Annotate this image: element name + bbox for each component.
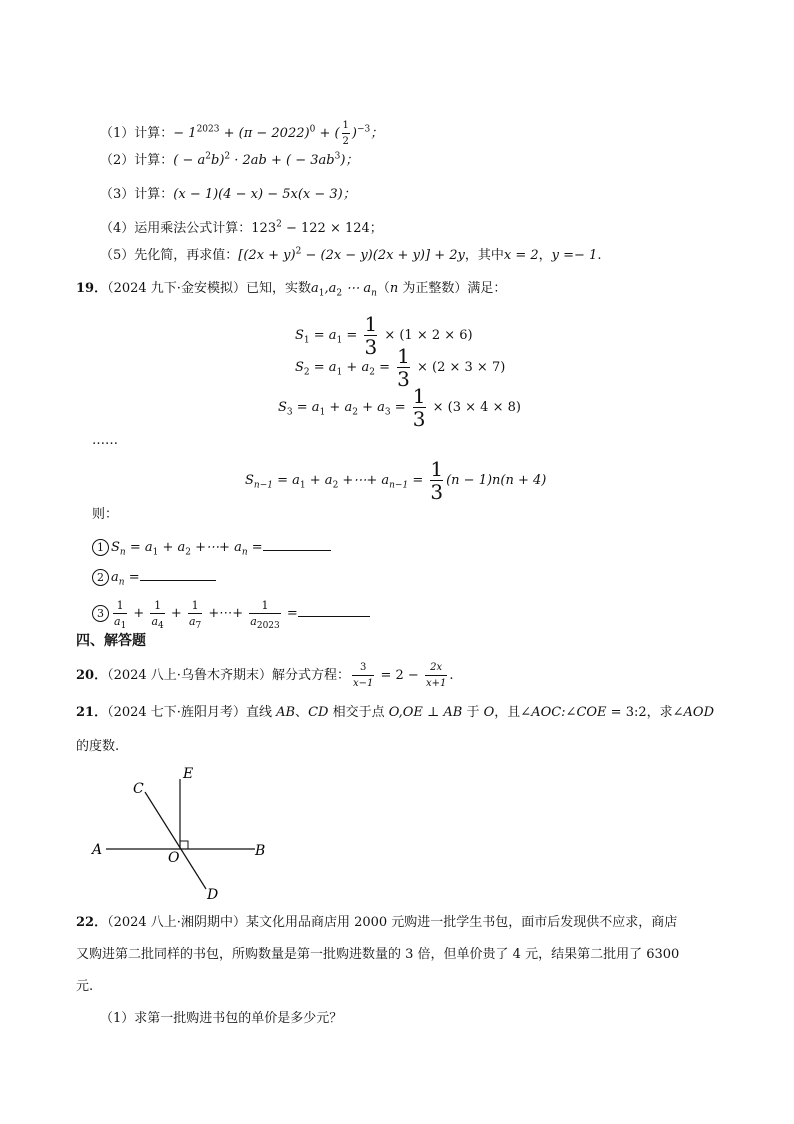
part-label: （4）运用乘法公式计算： bbox=[100, 221, 252, 236]
q19-blank-2: 2 $a_n$ = bbox=[92, 566, 216, 587]
q20-stem: 20．（2024 八上·乌鲁木齐期末）解分式方程： $\frac{3}{x-1}$ = 2 − $\frac{2x}{x+1}$ . bbox=[76, 662, 454, 689]
q18-part-5: （5）先化简，再求值：$[(2x + y)^2 - (2x - y)(2x + y)] + 2y$，其中x = 2，y =− 1. bbox=[100, 246, 602, 263]
question-number: 20． bbox=[76, 668, 108, 683]
math-expression: ( − $a^2b)^2 \cdot 2ab$ + ( − $3ab^3$)； bbox=[173, 151, 359, 168]
question-number: 19． bbox=[76, 281, 108, 296]
math-expression: − $1^{2023} + (\pi - 2022)^0$ + ( $\frac{1}{2}$ )$^{-3}$； bbox=[173, 120, 384, 147]
part-label: （3）计算： bbox=[100, 187, 174, 202]
part-label: （2）计算： bbox=[100, 153, 174, 168]
math-expression: $[(2x + y)^2 - (2x - y)(2x + y)] + 2y$ bbox=[238, 246, 465, 263]
question-source: （2024 九下·金安模拟） bbox=[107, 281, 246, 296]
q19-eq-s1: $S_1 = a_1$ = $\frac{1}{3}$ × (1 × 2 × 6) bbox=[295, 312, 473, 359]
sequence-expression: $a_1,a_2$ ⋯ $a_n$ bbox=[310, 281, 377, 299]
q22-stem-line2: 又购进第二批同样的书包，所购数量是第一批购进数量的 3 倍，但单价贵了 4 元，结果第二批用了 6300 bbox=[76, 947, 680, 962]
label-e: E bbox=[183, 766, 194, 782]
q22-sub-1: （1）求第一批购进书包的单价是多少元？ bbox=[100, 1011, 343, 1026]
label-c: C bbox=[133, 781, 144, 797]
question-source: （2024 七下·旌阳月考） bbox=[107, 705, 246, 720]
right-angle-mark bbox=[180, 841, 188, 849]
question-source: （2024 八上·乌鲁木齐期末） bbox=[107, 668, 272, 683]
question-source: （2024 八上·湘阴期中） bbox=[107, 915, 246, 930]
circle-number: 3 bbox=[92, 605, 109, 622]
q19-eq-s2: $S_2 = a_1 + a_2$ = $\frac{1}{3}$ × (2 × 3 × 7) bbox=[295, 344, 506, 391]
label-d: D bbox=[207, 887, 219, 903]
circle-number: 1 bbox=[92, 539, 109, 556]
label-a: A bbox=[92, 842, 103, 858]
q19-ellipsis: …… bbox=[92, 433, 118, 448]
q19-then: 则： bbox=[92, 507, 119, 522]
q22-stem-line1: 22．（2024 八上·湘阴期中）某文化用品商店用 2000 元购进一批学生书包，面市后发现供不应求，商店 bbox=[76, 915, 678, 930]
q21-stem: 21．（2024 七下·旌阳月考）直线 AB、CD 相交于点 O,OE ⊥ AB 于 O，且∠AOC:∠COE = 3:2，求∠AOD bbox=[76, 705, 715, 720]
line-cd bbox=[145, 792, 206, 889]
q19-blank-3: 3 $\frac{1}{a_1}$ + $\frac{1}{a_4}$ + $\frac{1}{a_7}$ +⋯+ $\frac{1}{a_{2023}}$ = bbox=[92, 597, 370, 631]
question-number: 21． bbox=[76, 705, 108, 720]
q19-blank-1: 1 $S_n = a_1 + a_2$ +⋯+ $a_n$ = bbox=[92, 536, 331, 557]
q19-eq-sn-1: $S_{n-1} = a_1 + a_2$ +⋯+ $a_{n-1}$ = $\frac{1}{3}$ (n − 1)n(n + 4) bbox=[245, 457, 547, 504]
math-expression: $123^2 - 122 \times 124$； bbox=[251, 219, 383, 236]
circle-number: 2 bbox=[92, 569, 109, 586]
part-label: （1）计算： bbox=[100, 126, 174, 141]
q19-eq-s3: $S_3 = a_1 + a_2 + a_3$ = $\frac{1}{3}$ × (3 × 4 × 8) bbox=[278, 384, 521, 431]
q19-stem: 19．（2024 九下·金安模拟）已知，实数$a_1,a_2$ ⋯ $a_n(n$ 为正整数）满足： bbox=[76, 281, 507, 299]
part-label: （5）先化简，再求值： bbox=[100, 248, 239, 263]
label-o: O bbox=[168, 850, 180, 866]
question-number: 22． bbox=[76, 915, 108, 930]
section-title: 四、解答题 bbox=[76, 633, 146, 649]
label-b: B bbox=[255, 843, 266, 859]
math-expression: (x − 1)(4 − x) − 5x(x − 3)； bbox=[173, 187, 356, 202]
q22-stem-line3: 元. bbox=[76, 979, 94, 994]
q21-stem-line2: 的度数. bbox=[76, 739, 120, 754]
